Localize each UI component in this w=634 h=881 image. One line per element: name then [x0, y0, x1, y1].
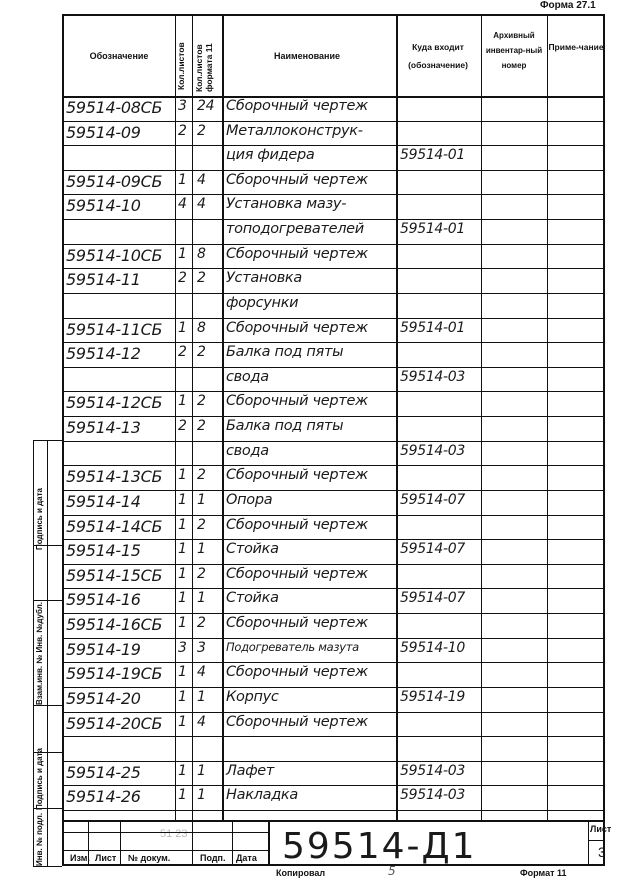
row-name: ция фидера [226, 147, 315, 164]
row-rule [396, 564, 605, 565]
row-sheet-count: 1 [178, 565, 187, 582]
row-sheet-count: 1 [178, 319, 187, 336]
row-designation: 59514-12 [66, 344, 141, 364]
form-label: Форма 27.1 [540, 0, 596, 11]
row-rule [396, 342, 605, 343]
row-rule [396, 194, 605, 195]
row-sheet-count: 3 [178, 639, 187, 656]
row-rule [62, 736, 396, 737]
binding-strip-line [47, 440, 48, 866]
row-name: Сборочный чертеж [226, 245, 368, 262]
row-format-count: 1 [197, 787, 206, 804]
row-name: Сборочный чертеж [226, 467, 368, 484]
row-where-used: 59514-03 [400, 762, 466, 779]
row-designation: 59514-25 [66, 762, 141, 782]
row-sheet-count: 1 [178, 171, 187, 188]
row-rule [396, 761, 605, 762]
row-rule [396, 638, 605, 639]
row-rule [62, 342, 396, 343]
row-rule [396, 170, 605, 171]
row-rule [62, 194, 396, 195]
row-format-count: 4 [197, 713, 206, 730]
stamp-data: Дата [236, 853, 257, 863]
row-designation: 59514-20СБ [66, 713, 163, 733]
row-designation: 59514-12СБ [66, 393, 163, 413]
stamp-faint-marks: 51 23 [160, 828, 188, 840]
header-sheets-format: Кол.листов формата 11 [194, 43, 214, 92]
row-name: Балка под пяты [226, 418, 344, 435]
row-rule [62, 391, 396, 392]
row-name: свода [226, 368, 269, 385]
row-sheet-count: 2 [178, 344, 187, 361]
row-name: свода [226, 442, 269, 459]
stamp-column-line [120, 820, 121, 866]
row-rule [396, 588, 605, 589]
stamp-column-line [232, 820, 233, 866]
row-sheet-count: 2 [178, 270, 187, 287]
row-rule [62, 268, 396, 269]
row-name: Накладка [226, 787, 298, 804]
row-format-count: 4 [197, 171, 206, 188]
row-rule [62, 416, 396, 417]
row-name: Стойка [226, 541, 279, 558]
row-sheet-count: 1 [178, 393, 187, 410]
row-rule [62, 219, 396, 220]
row-sheet-count: 1 [178, 615, 187, 632]
binding-strip-rule [33, 545, 62, 546]
header-rule [62, 96, 605, 98]
stamp-izm: Изм. [70, 853, 90, 863]
row-where-used: 59514-19 [400, 688, 466, 705]
row-rule [396, 293, 605, 294]
row-sheet-count: 1 [178, 762, 187, 779]
stamp-rule [588, 840, 605, 841]
row-designation: 59514-14 [66, 491, 141, 511]
row-rule [396, 662, 605, 663]
row-name: Сборочный чертеж [226, 565, 368, 582]
side-label-sign-date-2: Подпись и дата [35, 488, 44, 550]
row-where-used: 59514-07 [400, 590, 466, 607]
document-code: 59514-Д1 [282, 826, 477, 867]
row-rule [62, 367, 396, 368]
row-sheet-count: 3 [178, 98, 187, 114]
row-rule [62, 539, 396, 540]
row-name: Лафет [226, 762, 275, 779]
row-rule [396, 121, 605, 122]
row-rule [62, 810, 396, 811]
row-format-count: 2 [197, 344, 206, 361]
row-rule [62, 687, 396, 688]
row-where-used: 59514-10 [400, 639, 466, 656]
row-designation: 59514-09 [66, 122, 141, 142]
binding-strip-rule [33, 866, 62, 867]
row-name: Балка под пяты [226, 344, 344, 361]
row-name: топодогревателей [226, 221, 364, 238]
stamp-podp: Подп. [200, 853, 226, 863]
row-designation: 59514-20 [66, 688, 141, 708]
row-sheet-count: 1 [178, 590, 187, 607]
row-rule [62, 613, 396, 614]
stamp-top-rule [62, 820, 605, 822]
row-sheet-count: 1 [178, 688, 187, 705]
row-designation: 59514-19СБ [66, 664, 163, 684]
side-label-sign-date-1: Подпись и дата [35, 748, 44, 810]
header-archive-no: Архивный инвентар-ный номер [485, 31, 543, 70]
row-sheet-count: 1 [178, 664, 187, 681]
format-label: Формат 11 [520, 868, 567, 878]
row-name: Сборочный чертеж [226, 516, 368, 533]
binding-strip-rule [33, 440, 62, 441]
row-rule [396, 539, 605, 540]
row-name: Сборочный чертеж [226, 713, 368, 730]
row-name: Сборочный чертеж [226, 393, 368, 410]
row-rule [396, 712, 605, 713]
copied-mark: 5 [388, 864, 396, 878]
row-format-count: 1 [197, 541, 206, 558]
row-format-count: 4 [197, 664, 206, 681]
row-rule [396, 367, 605, 368]
row-rule [62, 121, 396, 122]
row-rule [396, 687, 605, 688]
stamp-column-line [192, 820, 193, 866]
row-rule [62, 662, 396, 663]
row-name: Сборочный чертеж [226, 664, 368, 681]
row-sheet-count: 1 [178, 491, 187, 508]
row-rule [62, 490, 396, 491]
row-format-count: 3 [197, 639, 206, 656]
row-name: Сборочный чертеж [226, 615, 368, 632]
header-sheets-count: Кол.листов [176, 42, 186, 90]
header-name: Наименование [273, 51, 341, 61]
row-rule [62, 465, 396, 466]
row-sheet-count: 1 [178, 467, 187, 484]
row-designation: 59514-19 [66, 639, 141, 659]
row-sheet-count: 4 [178, 196, 187, 213]
row-rule [396, 785, 605, 786]
row-rule [62, 293, 396, 294]
row-format-count: 2 [197, 418, 206, 435]
binding-strip-rule [33, 808, 62, 809]
row-format-count: 1 [197, 762, 206, 779]
binding-strip-rule [33, 752, 62, 753]
stamp-rule [62, 832, 268, 833]
row-format-count: 2 [197, 393, 206, 410]
row-designation: 59514-26 [66, 787, 141, 807]
row-rule [62, 170, 396, 171]
row-format-count: 2 [197, 467, 206, 484]
row-designation: 59514-13 [66, 418, 141, 438]
row-designation: 59514-15 [66, 541, 141, 561]
header-where-used: Куда входит (обозначение) [408, 42, 468, 70]
row-format-count: 2 [197, 516, 206, 533]
row-sheet-count: 1 [178, 516, 187, 533]
row-format-count: 8 [197, 245, 206, 262]
row-rule [62, 515, 396, 516]
row-sheet-count: 1 [178, 541, 187, 558]
row-designation: 59514-09СБ [66, 171, 163, 191]
row-format-count: 4 [197, 196, 206, 213]
row-name: форсунки [226, 294, 299, 311]
row-where-used: 59514-01 [400, 147, 466, 164]
row-format-count: 2 [197, 270, 206, 287]
row-rule [396, 244, 605, 245]
row-rule [62, 588, 396, 589]
row-sheet-count: 1 [178, 713, 187, 730]
row-sheet-count: 2 [178, 122, 187, 139]
row-rule [62, 638, 396, 639]
row-rule [62, 441, 396, 442]
row-where-used: 59514-03 [400, 368, 466, 385]
row-designation: 59514-11 [66, 270, 141, 290]
row-designation: 59514-16СБ [66, 615, 163, 635]
stamp-column-line [88, 820, 89, 866]
row-name: Опора [226, 491, 273, 508]
row-rule [62, 712, 396, 713]
row-designation: 59514-14СБ [66, 516, 163, 536]
row-sheet-count: 1 [178, 245, 187, 262]
row-name: Стойка [226, 590, 279, 607]
row-rule [396, 613, 605, 614]
header-notes: Приме-чание [548, 42, 604, 52]
row-designation: 59514-13СБ [66, 467, 163, 487]
row-where-used: 59514-07 [400, 491, 466, 508]
row-designation: 59514-11СБ [66, 319, 163, 339]
row-rule [62, 145, 396, 146]
binding-strip-rule [33, 705, 62, 706]
stamp-sheet-no: 3 [598, 844, 606, 860]
row-designation: 59514-08СБ [66, 98, 163, 117]
row-where-used: 59514-01 [400, 221, 466, 238]
row-rule [62, 318, 396, 319]
row-rule [62, 785, 396, 786]
copied-label: Копировал [276, 868, 326, 878]
side-label-inv-podl: Инв. № подл. [35, 812, 44, 866]
row-sheet-count: 2 [178, 418, 187, 435]
row-name: Установка мазу- [226, 196, 347, 213]
row-rule [396, 219, 605, 220]
row-rule [396, 465, 605, 466]
row-designation: 59514-16 [66, 590, 141, 610]
row-sheet-count: 1 [178, 787, 187, 804]
row-where-used: 59514-03 [400, 442, 466, 459]
row-rule [396, 318, 605, 319]
row-rule [62, 244, 396, 245]
row-rule [396, 490, 605, 491]
row-format-count: 24 [197, 98, 215, 114]
row-where-used: 59514-01 [400, 319, 466, 336]
row-rule [396, 736, 605, 737]
row-rule [62, 564, 396, 565]
row-format-count: 8 [197, 319, 206, 336]
row-format-count: 1 [197, 491, 206, 508]
row-name: Подогреватель мазута [226, 639, 359, 654]
binding-strip-rule [33, 600, 62, 601]
row-name: Сборочный чертеж [226, 98, 368, 114]
row-name: Установка [226, 270, 302, 287]
row-where-used: 59514-03 [400, 787, 466, 804]
row-format-count: 2 [197, 565, 206, 582]
row-rule [396, 810, 605, 811]
row-name: Корпус [226, 688, 279, 705]
stamp-column-line [268, 820, 270, 866]
row-name: Сборочный чертеж [226, 171, 368, 188]
row-name: Металлоконструк- [226, 122, 363, 139]
row-rule [396, 391, 605, 392]
row-designation: 59514-10СБ [66, 245, 163, 265]
row-rule [396, 145, 605, 146]
row-rule [396, 515, 605, 516]
row-rule [396, 441, 605, 442]
stamp-column-line [588, 820, 589, 866]
row-rule [396, 416, 605, 417]
stamp-doc-no: № докум. [128, 853, 171, 863]
binding-strip-line [33, 440, 34, 866]
row-format-count: 1 [197, 688, 206, 705]
stamp-list: Лист [95, 853, 117, 863]
row-designation: 59514-15СБ [66, 565, 163, 585]
row-format-count: 2 [197, 615, 206, 632]
side-label-vzam-inv: Взам.инв. № Инв. №дубл. [35, 601, 44, 705]
row-rule [62, 761, 396, 762]
row-designation: 59514-10 [66, 196, 141, 216]
stamp-sheet-label: Лист [590, 824, 612, 834]
row-name: Сборочный чертеж [226, 319, 368, 336]
header-designation: Обозначение [89, 51, 149, 61]
row-format-count: 1 [197, 590, 206, 607]
row-format-count: 2 [197, 122, 206, 139]
row-where-used: 59514-07 [400, 541, 466, 558]
stamp-rule [62, 850, 268, 851]
row-rule [396, 268, 605, 269]
